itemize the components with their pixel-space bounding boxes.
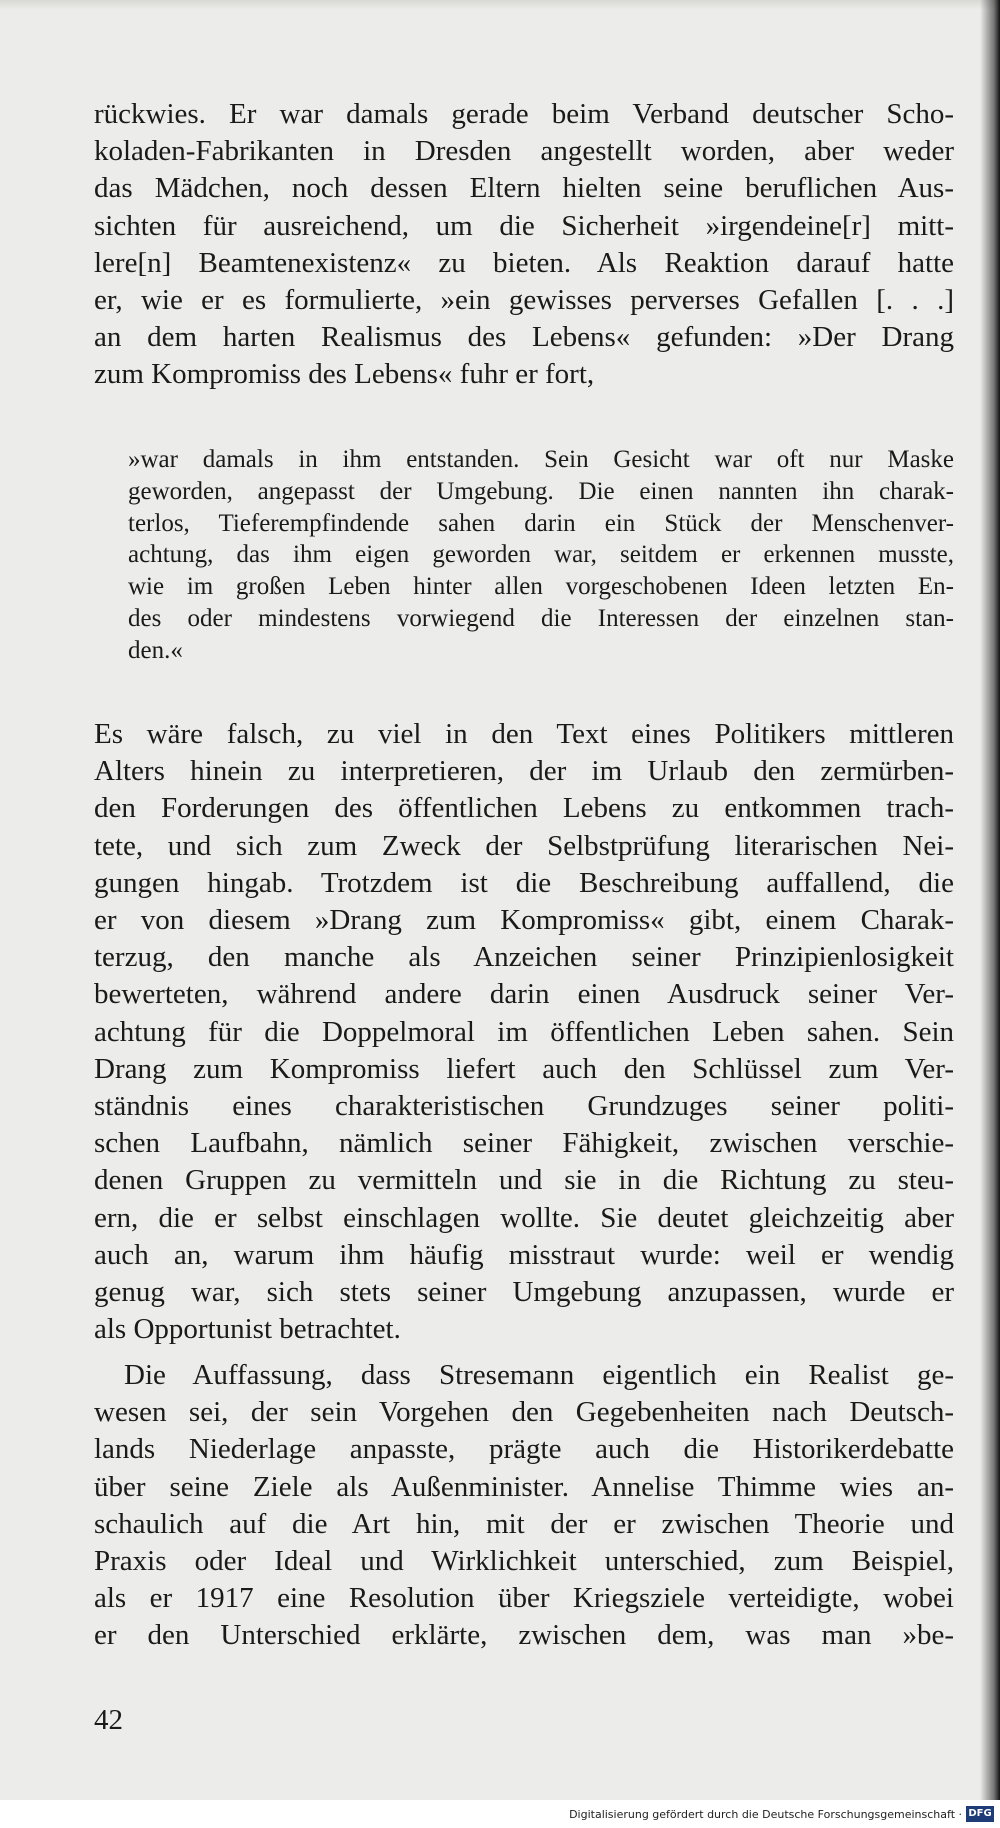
quote-line: wie im großen Leben hinter allen vorgeschobenen Ideen letzten En- xyxy=(128,573,954,601)
text-line: ständnis eines charakteristischen Grundzuges seiner politi- xyxy=(94,1090,954,1123)
text-line: als er 1917 eine Resolution über Kriegsziele verteidigte, wobei xyxy=(94,1582,954,1615)
text-line: den Forderungen des öffentlichen Lebens zu entkommen trach- xyxy=(94,792,954,825)
paragraph-3 xyxy=(94,1357,954,1655)
dfg-logo: DFG xyxy=(966,1806,994,1822)
text-line: lands Niederlage anpasste, prägte auch die Historikerdebatte xyxy=(94,1433,954,1466)
text-line: gungen hingab. Trotzdem ist die Beschreibung auffallend, die xyxy=(94,866,954,899)
text-line: über seine Ziele als Außenminister. Annelise Thimme wies an- xyxy=(94,1470,954,1503)
quote-line: des oder mindestens vorwiegend die Interessen der einzelnen stan- xyxy=(128,604,954,632)
quote-line: den.« xyxy=(128,636,183,664)
text-line: genug war, sich stets seiner Umgebung anzupassen, wurde er xyxy=(94,1276,954,1309)
text-line: schaulich auf die Art hin, mit der er zwischen Theorie und xyxy=(94,1507,954,1540)
paragraph-1 xyxy=(94,96,954,394)
text-line: auch an, warum ihm häufig misstraut wurde: weil er wendig xyxy=(94,1238,954,1271)
text-line: tete, und sich zum Zweck der Selbstprüfung literarischen Nei- xyxy=(94,829,954,862)
page-number: 42 xyxy=(94,1704,123,1736)
text-line: bewerteten, während andere darin einen Ausdruck seiner Ver- xyxy=(94,978,954,1011)
text-line: an dem harten Realismus des Lebens« gefunden: »Der Drang xyxy=(94,321,954,354)
page-top-edge xyxy=(0,0,1000,10)
text-line: Praxis oder Ideal und Wirklichkeit unterschied, zum Beispiel, xyxy=(94,1545,954,1578)
text-line: als Opportunist betrachtet. xyxy=(94,1313,401,1346)
text-line: koladen-Fabrikanten in Dresden angestellt worden, aber weder xyxy=(94,135,954,168)
quote-line: »war damals in ihm entstanden. Sein Gesicht war oft nur Maske xyxy=(128,446,954,473)
text-line: rückwies. Er war damals gerade beim Verband deutscher Scho- xyxy=(94,98,954,130)
text-line: er den Unterschied erklärte, zwischen dem, was man »be- xyxy=(94,1619,954,1652)
text-line: das Mädchen, noch dessen Eltern hielten seine beruflichen Aus- xyxy=(94,172,954,205)
text-line: sichten für ausreichend, um die Sicherheit »irgendeine[r] mitt- xyxy=(94,209,954,242)
text-line: wesen sei, der sein Vorgehen den Gegebenheiten nach Deutsch- xyxy=(94,1396,954,1429)
text-line: Es wäre falsch, zu viel in den Text eines Politikers mittleren xyxy=(94,718,954,750)
text-line: er, wie er es formulierte, »ein gewisses perverses Gefallen [. . .] xyxy=(94,284,954,317)
text-line: achtung für die Doppelmoral im öffentlichen Leben sahen. Sein xyxy=(94,1015,954,1048)
text-line: zum Kompromiss des Lebens« fuhr er fort, xyxy=(94,358,595,391)
quote-line: terlos, Tieferempfindende sahen darin ein Stück der Menschenver- xyxy=(128,509,954,537)
text-line: Drang zum Kompromiss liefert auch den Schlüssel zum Ver- xyxy=(94,1052,954,1085)
text-line: er von diesem »Drang zum Kompromiss« gibt, einem Charak- xyxy=(94,904,954,937)
quote-line: geworden, angepasst der Umgebung. Die einen nannten ihn charak- xyxy=(128,477,954,505)
text-line: lere[n] Beamtenexistenz« zu bieten. Als Reaktion darauf hatte xyxy=(94,246,954,279)
book-gutter-shadow xyxy=(980,0,1000,1800)
text-line: Die Auffassung, dass Stresemann eigentlich ein Realist ge- xyxy=(124,1359,954,1391)
text-line: ern, die er selbst einschlagen wollte. Sie deutet gleichzeitig aber xyxy=(94,1201,954,1234)
text-line: denen Gruppen zu vermitteln und sie in die Richtung zu steu- xyxy=(94,1164,954,1197)
digitization-credit: Digitalisierung gefördert durch die Deutsche Forschungsgemeinschaft · xyxy=(569,1808,962,1821)
block-quote xyxy=(128,444,954,667)
text-line: Alters hinein zu interpretieren, der im Urlaub den zermürben- xyxy=(94,755,954,788)
quote-line: achtung, das ihm eigen geworden war, seitdem er erkennen musste, xyxy=(128,541,954,569)
text-line: terzug, den manche als Anzeichen seiner Prinzipienlosigkeit xyxy=(94,941,954,974)
text-line: schen Laufbahn, nämlich seiner Fähigkeit, zwischen verschie- xyxy=(94,1127,954,1160)
paragraph-2 xyxy=(94,716,954,1348)
